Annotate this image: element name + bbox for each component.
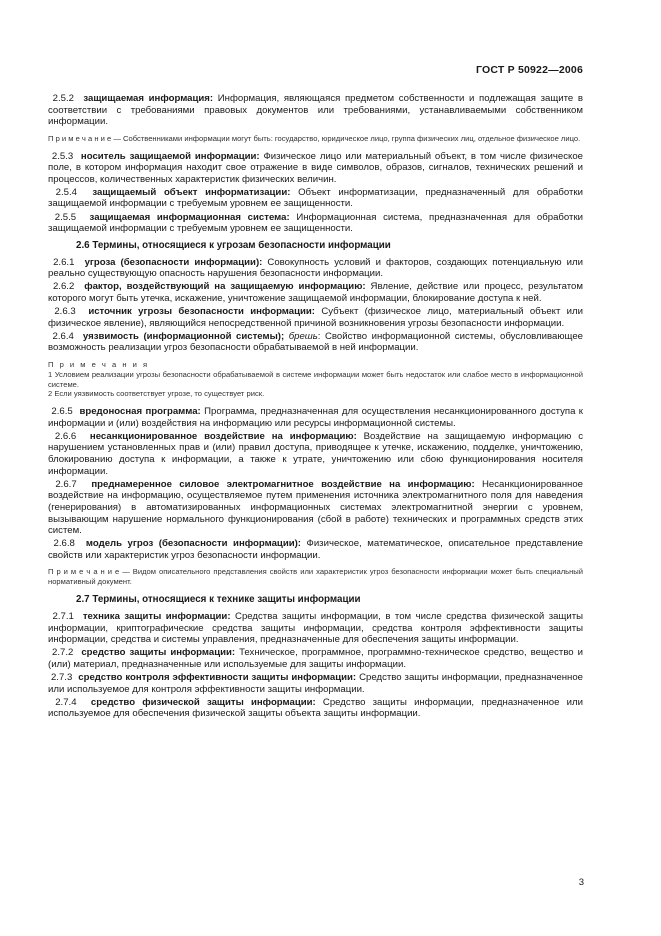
paragraph-group-252 — [48, 93, 583, 128]
term-paragraph — [48, 406, 583, 429]
term-paragraph — [48, 479, 583, 537]
term-definition: Информация, являющаяся предметом собственности и подлежащая защите в соответствии с требованиями правовых документов или требованиями, устанавливаемыми собственником информации. — [48, 93, 583, 128]
section-title-2-6: 2.6 Термины, относящиеся к угрозам безопасности информации — [76, 239, 391, 251]
term-name: вредоносная программа: — [79, 406, 201, 418]
term-definition: Совокупность условий и факторов, создающих потенциальную или реально существующую опасность нарушения безопасности информации. — [48, 256, 583, 280]
term-paragraph — [48, 281, 583, 304]
term-definition: : Свойство информационной системы, обусловливающее возможность реализации угроз безопасности обрабатываемой в ней информации. — [48, 330, 583, 354]
term-paragraph — [48, 697, 583, 720]
term-definition: Физическое лицо или материальный объект, в том числе физическое поле, в котором информация находит свое отражение в виде символов, образов, сигналов, технических решений и процессов, количественных характеристик физических величин. — [48, 150, 583, 185]
term-number: 2.5.5 — [54, 211, 77, 223]
term-definition: Воздействие на защищаемую информацию с нарушением установленных прав и (или) правил доступа, приводящее к утечке, искажению, подделке, уничтожению, блокированию доступа к информации, а также к утрате, уничтожению или сбою функционирования носителя информации. — [48, 430, 583, 477]
page-number: 3 — [578, 877, 584, 888]
standard-code: ГОСТ Р 50922—2006 — [475, 64, 583, 76]
note-item-1: 1 Условием реализации угрозы безопасности обрабатываемой в системе информации может быть недостаток или слабое место в информационной системе. — [48, 369, 583, 389]
section-title-2-7: 2.7 Термины, относящиеся к технике защиты информации — [76, 593, 361, 605]
term-number: 2.6.2 — [52, 281, 75, 293]
term-number: 2.6.4 — [52, 330, 74, 342]
paragraph-group-253-255 — [48, 151, 583, 235]
term-paragraph — [48, 538, 583, 561]
term-number: 2.7.3 — [50, 671, 73, 683]
term-paragraph — [48, 611, 583, 646]
term-paragraph — [48, 212, 583, 235]
term-name: защищаемая информационная система: — [89, 211, 290, 223]
term-alt: брешь — [288, 330, 318, 342]
term-definition: Субъект (физическое лицо, материальный объект или физическое явление), являющийся непосредственной причиной возникновения угрозы безопасности информации. — [48, 306, 583, 329]
term-paragraph — [48, 257, 583, 280]
term-number: 2.6.5 — [51, 406, 73, 418]
term-definition: Явление, действие или процесс, результатом которого могут быть утечка, искажение, уничтожение защищаемой информации, блокирование доступа к ней. — [48, 281, 583, 305]
term-name: носитель защищаемой информации: — [80, 150, 260, 162]
term-name: угроза (безопасности информации): — [84, 256, 263, 268]
term-number: 2.7.2 — [52, 647, 74, 659]
note-label: П р и м е ч а н и е — [48, 133, 112, 143]
term-number: 2.5.3 — [51, 150, 74, 162]
term-name: преднамеренное силовое электромагнитное воздействие на информацию: — [91, 478, 475, 490]
term-number: 2.5.4 — [55, 186, 78, 198]
term-paragraph — [48, 306, 583, 329]
term-name: фактор, воздействующий на защищаемую информацию: — [84, 281, 366, 293]
term-number: 2.6.7 — [55, 478, 77, 490]
term-name: техника защиты информации: — [82, 610, 231, 622]
note-268 — [48, 567, 583, 587]
term-definition: Физическое, математическое, описательное представление свойств или характеристик угроз безопасности информации. — [48, 538, 584, 561]
term-paragraph — [48, 672, 583, 695]
term-name: средство физической защиты информации: — [90, 696, 316, 708]
term-definition: Средство защиты информации, предназначенное или используемое для обеспечения физической защиты объекта защиты информации. — [48, 696, 583, 720]
term-name: источник угрозы безопасности информации: — [88, 306, 315, 318]
term-paragraph — [48, 151, 583, 186]
term-name: уязвимость (информационной системы); — [82, 330, 285, 342]
term-name: средство контроля эффективности защиты информации: — [78, 671, 357, 683]
term-definition: Объект информатизации, предназначенный для обработки защищаемой информации с требуемым уровнем ее защищенности. — [48, 186, 583, 210]
note-252 — [48, 134, 583, 144]
paragraph-group-261-263 — [48, 257, 583, 330]
term-number: 2.7.4 — [55, 696, 77, 708]
term-definition: Программа, предназначенная для осуществления несанкционированного доступа к информации и (или) воздействия на информацию или ресурсы информационной системы. — [48, 406, 583, 429]
term-definition: Несанкционированное воздействие на информацию, осуществляемое путем применения источника электромагнитного поля для наведения (генерирования) в автоматизированных информационных системах электромагнитной энергии с уровнем, вызывающим нарушение нормального функционирования (сбой в работе) технических и программных средств этих систем. — [48, 478, 583, 537]
term-paragraph — [48, 93, 583, 128]
term-number: 2.6.8 — [53, 538, 75, 550]
term-number: 2.6.1 — [53, 256, 75, 268]
term-number: 2.7.1 — [52, 610, 74, 622]
term-name: модель угроз (безопасности информации): — [85, 538, 302, 550]
document-body — [48, 93, 583, 721]
term-number: 2.6.6 — [54, 430, 77, 442]
note-text: — Собственниками информации могут быть: государство, юридическое лицо, группа физических лиц, отдельное физическое лицо. — [111, 133, 581, 143]
term-definition: Информационная система, предназначенная для обработки защищаемой информации с требуемым уровнем ее защищенности. — [48, 211, 583, 235]
term-definition: Средства защиты информации, в том числе средства физической защиты информации, криптографические средства защиты информации, средства контроля эффективности защиты информации, средства и системы управления, предназначенные для обеспечения защиты информации. — [48, 610, 583, 646]
note-label: П р и м е ч а н и е — [48, 567, 120, 577]
paragraph-group-271-274 — [48, 611, 583, 720]
paragraph-group-265-268 — [48, 406, 583, 561]
note-item-2: 2 Если уязвимость соответствует угрозе, то существует риск. — [48, 389, 265, 399]
term-name: защищаемый объект информатизации: — [92, 186, 291, 198]
term-name: несанкционированное воздействие на информацию: — [89, 430, 357, 442]
term-paragraph — [48, 647, 583, 670]
note-text: — Видом описательного представления свойств или характеристик угроз безопасности информации может быть специальный нормативный документ. — [48, 567, 583, 587]
term-paragraph-264 — [48, 331, 583, 354]
term-number: 2.5.2 — [52, 93, 75, 104]
term-definition: Средство защиты информации, предназначенное или используемое для контроля эффективности защиты информации. — [48, 671, 583, 695]
term-paragraph — [48, 431, 583, 477]
term-number: 2.6.3 — [54, 306, 76, 318]
term-name: средство защиты информации: — [81, 647, 236, 659]
term-name: защищаемая информация: — [83, 93, 214, 104]
notes-header: П р и м е ч а н и я — [48, 359, 150, 369]
term-paragraph — [48, 187, 583, 210]
term-definition: Техническое, программное, программно-техническое средство, вещество и (или) материал, предназначенные или используемые для защиты информации. — [48, 647, 583, 670]
